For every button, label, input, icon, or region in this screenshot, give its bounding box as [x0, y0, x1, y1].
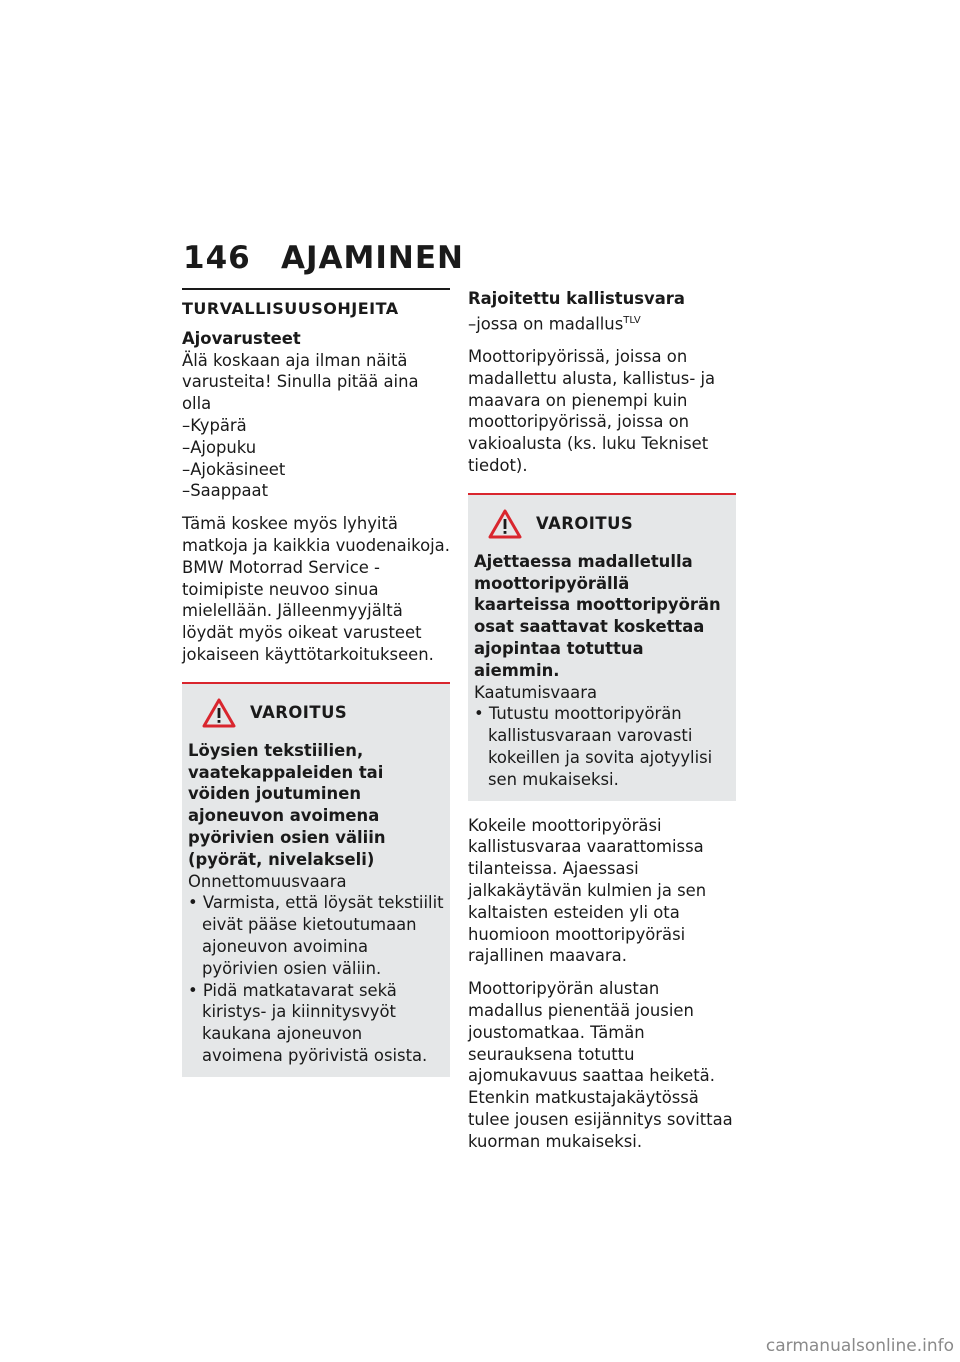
bullet-item: • Varmista, että löysät tekstiilit eivät pääse kietoutumaan ajoneuvon avoimina pyörivien osien väliin. — [188, 892, 444, 979]
body-paragraph: Kokeile moottoripyöräsi kallistusvaraa vaarattomissa tilanteissa. Ajaessasi jalkakäytävän kulmien ja sen kaltaisten esteiden yli ota huomioon moottoripyöräsi rajallinen maavara. — [468, 815, 707, 966]
warning-title: VAROITUS — [250, 702, 348, 722]
section-rule — [182, 288, 450, 320]
intro-text: Älä koskaan aja ilman näitä varusteita! Sinulla pitää aina olla — [182, 350, 419, 414]
body-paragraph: Moottoripyörissä, joissa on madallettu alusta, kallistus- ja maavara on pienempi kuin moottoripyörissä, joissa on vakioalusta (ks. luku Tekniset tiedot). — [468, 347, 716, 476]
subheading-lean: Rajoitettu kallistusvara — [468, 289, 685, 308]
warning-title: VAROITUS — [536, 513, 634, 533]
subheading-equipment: Ajovarusteet — [182, 328, 301, 348]
subline-sup: TLV — [623, 314, 641, 326]
list-item: –Kypärä — [182, 415, 247, 435]
bullet-item: • Tutustu moottoripyörän kallistusvaraan varovasti kokeillen ja sovita ajotyylisi sen mukaiseksi. — [474, 703, 730, 790]
warning-box — [468, 493, 736, 801]
warning-triangle-icon — [202, 698, 236, 728]
warning-triangle-icon — [488, 509, 522, 539]
warning-header — [474, 509, 730, 539]
body-paragraph: Tämä koskee myös lyhyitä matkoja ja kaikkia vuodenaikoja. BMW Motorrad Service -toimipiste neuvoo sinua mielellään. Jälleenmyyjältä löydät myös oikeat varusteet jokaiseen käyttötarkoitukseen. — [182, 514, 450, 664]
list-item: –Ajokäsineet — [182, 459, 286, 479]
warning-bullets — [188, 892, 444, 1066]
warning-hazard: Onnettomuusvaara — [188, 871, 347, 891]
warning-header — [188, 698, 444, 728]
section-title: TURVALLISUUSOHJEITA — [182, 299, 399, 318]
warning-bullets — [474, 703, 730, 790]
warning-summary: Löysien tekstiilien, vaatekappaleiden tai vöiden joutuminen ajoneuvon avoimena pyörivien osien väliin (pyörät, nivelakseli) — [188, 740, 386, 869]
bullet-item: • Pidä matkatavarat sekä kiristys- ja kiinnitysvyöt kaukana ajoneuvon avoimena pyörivistä osista. — [188, 980, 444, 1067]
page-number: 146 — [183, 240, 251, 276]
warning-summary: Ajettaessa madalletulla moottoripyörällä kaarteissa moottoripyörän osat saattavat koskettaa ajopintaa totuttua aiemmin. — [474, 551, 721, 680]
subline: –jossa on madallus — [468, 314, 624, 334]
equipment-list — [182, 415, 450, 502]
warning-box — [182, 682, 450, 1077]
chapter-title: AJAMINEN — [281, 240, 464, 276]
list-item: –Ajopuku — [182, 437, 257, 457]
left-column — [182, 288, 450, 1091]
page-header — [183, 240, 464, 276]
right-column — [468, 288, 736, 1164]
warning-hazard: Kaatumisvaara — [474, 682, 597, 702]
body-paragraph: Moottoripyörän alustan madallus pienentää jousien joustomatkaa. Tämän seurauksena totuttu ajomukavuus saattaa heiketä. Etenkin matkustajakäytössä tulee jousen esijännitys sovittaa kuorman mukaiseksi. — [468, 979, 733, 1151]
watermark: carmanualsonline.info — [765, 1336, 954, 1356]
list-item: –Saappaat — [182, 481, 269, 501]
